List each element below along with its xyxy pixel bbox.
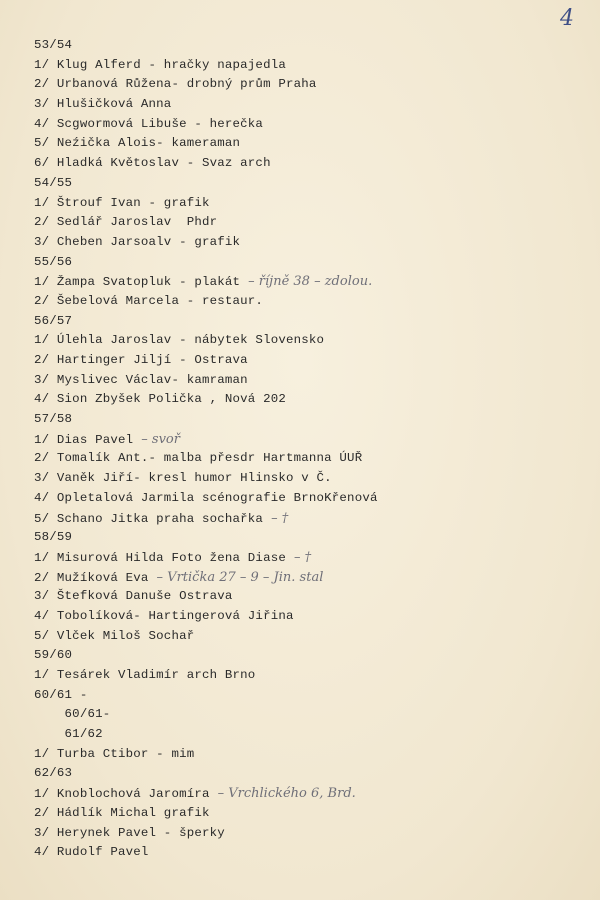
entry-text: 2/ Mužíková Eva — [34, 570, 149, 585]
entry-text: 1/ Misurová Hilda Foto žena Diase — [34, 550, 286, 565]
list-entry — [34, 666, 574, 686]
page-number: 4 — [560, 6, 574, 31]
year-heading — [34, 725, 574, 745]
list-entry — [34, 233, 574, 253]
entry-text: 1/ Úlehla Jaroslav - nábytek Slovensko — [34, 333, 325, 348]
list-entry — [34, 390, 574, 410]
entry-text: 1/ Turba Ctibor - mim — [34, 746, 195, 761]
entry-text: 2/ Hartinger Jiljí - Ostrava — [34, 353, 248, 367]
list-entry — [34, 134, 574, 154]
list-entry — [34, 351, 574, 371]
entry-text: 4/ Rudolf Pavel — [34, 845, 149, 860]
entry-text: 54/55 — [34, 175, 73, 190]
entry-text: 3/ Herynek Pavel - šperky — [34, 825, 225, 840]
entry-text: 3/ Cheben Jarsoalv - grafik — [34, 234, 241, 249]
entry-text: 5/ Neźička Alois- kameraman — [34, 136, 241, 151]
year-heading — [34, 528, 574, 548]
entry-text: 62/63 — [34, 766, 73, 781]
list-entry — [34, 154, 574, 174]
list-entry — [34, 449, 574, 469]
list-entry — [34, 331, 574, 351]
list-entry — [34, 292, 574, 312]
list-entry — [34, 627, 574, 647]
list-entry — [34, 548, 574, 568]
entry-text: 1/ Dias Pavel — [34, 432, 134, 447]
year-heading — [34, 312, 574, 332]
handwritten-note: – svoř — [141, 431, 180, 447]
entry-text: 4/ Scgwormová Libuše - herečka — [34, 116, 264, 131]
entry-text: 6/ Hladká Květoslav - Svaz arch — [34, 156, 271, 171]
entry-text: 3/ Štefková Danuše Ostrava — [34, 589, 233, 604]
handwritten-note: – Vrchlického 6, Brd. — [217, 786, 356, 802]
list-entry — [34, 607, 574, 627]
entry-text: 1/ Tesárek Vladimír arch Brno — [34, 668, 256, 682]
list-entry — [34, 213, 574, 233]
list-entry — [34, 95, 574, 115]
entry-text: 3/ Myslivec Václav- kamraman — [34, 372, 248, 387]
year-heading — [34, 686, 574, 706]
list-entry — [34, 509, 574, 529]
list-entry — [34, 75, 574, 95]
year-heading — [34, 764, 574, 784]
entry-text: 1/ Knoblochová Jaromíra — [34, 787, 210, 802]
list-entry — [34, 489, 574, 509]
handwritten-note: – Vrtička 27 – 9 – Jin. stal — [156, 569, 324, 585]
entry-text: 1/ Štrouf Ivan - grafik — [34, 195, 210, 210]
entry-text: 4/ Opletalová Jarmila scénografie BrnoKřenová — [34, 490, 378, 505]
list-entry — [34, 587, 574, 607]
entry-text: 2/ Hádlík Michal grafik — [34, 805, 210, 820]
list-entry — [34, 56, 574, 76]
entry-text: 4/ Sion Zbyšek Polička , Nová 202 — [34, 392, 286, 407]
entry-text: 60/61 - — [34, 687, 88, 702]
entry-text: 59/60 — [34, 648, 73, 663]
list-entry — [34, 824, 574, 844]
typed-list — [34, 36, 574, 863]
entry-text: 5/ Schano Jitka praha sochařka — [34, 511, 264, 526]
list-entry — [34, 568, 574, 588]
list-entry — [34, 804, 574, 824]
entry-text: 58/59 — [34, 530, 73, 545]
list-entry — [34, 469, 574, 489]
entry-text: 55/56 — [34, 254, 73, 269]
list-entry — [34, 194, 574, 214]
entry-text: 5/ Vlček Miloš Sochař — [34, 628, 195, 643]
handwritten-note: – † — [293, 549, 312, 565]
list-entry — [34, 784, 574, 804]
list-entry — [34, 430, 574, 450]
entry-text: 2/ Urbanová Růžena- drobný prům Praha — [34, 77, 317, 92]
year-heading — [34, 646, 574, 666]
handwritten-note: – říjně 38 – zdolou. — [248, 274, 373, 290]
entry-text: 57/58 — [34, 412, 73, 427]
list-entry — [34, 843, 574, 863]
list-entry — [34, 115, 574, 135]
year-heading — [34, 410, 574, 430]
list-entry — [34, 745, 574, 765]
year-heading — [34, 253, 574, 273]
list-entry — [34, 272, 574, 292]
entry-text: 1/ Žampa Svatopluk - plakát — [34, 275, 241, 290]
entry-text: 2/ Tomalík Ant.- malba přesdr Hartmanna ÚUŘ — [34, 451, 363, 466]
entry-text: 56/57 — [34, 313, 73, 328]
entry-text: 3/ Vaněk Jiří- kresl humor Hlinsko v Č. — [34, 471, 332, 486]
entry-text: 1/ Klug Alferd - hračky napajedla — [34, 57, 286, 72]
entry-text: 61/62 — [34, 727, 103, 742]
entry-text: 2/ Šebelová Marcela - restaur. — [34, 293, 264, 308]
entry-text: 2/ Sedlář Jaroslav Phdr — [34, 215, 218, 230]
year-heading — [34, 174, 574, 194]
entry-text: 4/ Tobolíková- Hartingerová Jiřina — [34, 608, 294, 623]
entry-text: 3/ Hlušičková Anna — [34, 97, 172, 112]
entry-text: 53/54 — [34, 38, 73, 52]
year-heading — [34, 705, 574, 725]
year-heading — [34, 36, 574, 56]
handwritten-note: – † — [271, 510, 289, 526]
entry-text: 60/61- — [34, 707, 111, 722]
list-entry — [34, 371, 574, 391]
